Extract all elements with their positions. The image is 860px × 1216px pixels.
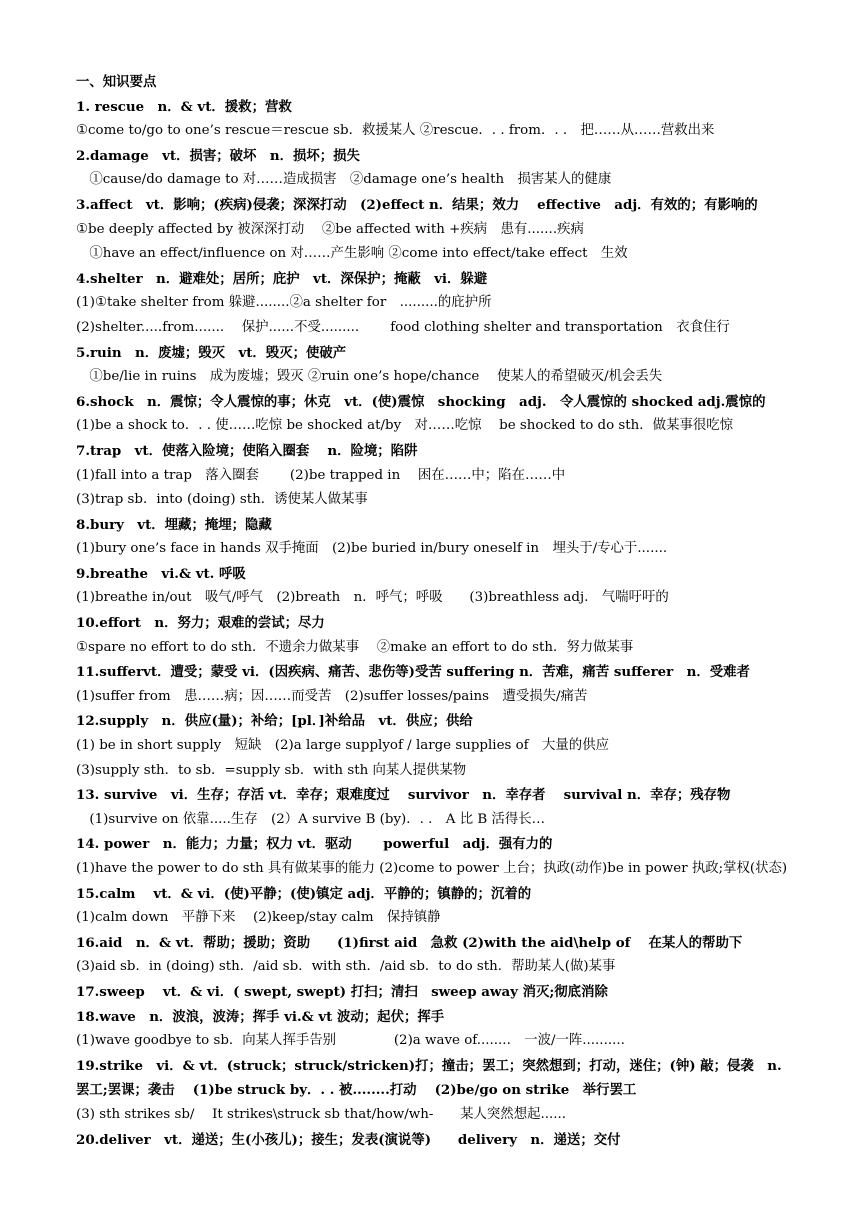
vocab-entry-detail: ①be/lie in ruins 成为废墟；毁灭 ②ruin one’s hope/chance 使某人的希望破灭/机会丢失 (76, 369, 663, 385)
vocab-entry-detail: (1)be a shock to．. . 使……吃惊 be shocked at/by 对……吃惊 be shocked to do sth．做某事很吃惊 (76, 418, 734, 434)
vocab-entry-heading: 16.aid n．& vt．帮助；援助；资助 (1)first aid 急救 (2)with the aid\help of 在某人的帮助下 (76, 934, 743, 951)
vocab-entry-heading: 10.effort n．努力；艰难的尝试；尽力 (76, 615, 325, 632)
vocab-entry-detail: (1)wave goodbye to sb．向某人挥手告别 (2)a wave of........ 一波/一阵.......... (76, 1033, 625, 1049)
vocab-entry-heading: 1. rescue n．& vt．援救；营救 (76, 98, 292, 115)
vocab-list (76, 95, 792, 1153)
vocab-entry-heading: 9.breathe vi.& vt. 呼吸 (76, 565, 246, 582)
vocab-entry-heading: 20.deliver vt．递送；生(小孩儿)；接生；发表(演说等) delivery n．递送；交付 (76, 1131, 621, 1148)
vocab-entry-detail: (1) be in short supply 短缺 (2)a large supplyof / large supplies of 大量的供应 (76, 738, 609, 754)
vocab-entry-heading: 4.shelter n．避难处；居所；庇护 vt．深保护；掩蔽 vi．躲避 (76, 270, 488, 287)
vocab-entry-detail: (3)supply sth．to sb．=supply sb．with sth 向某人提供某物 (76, 762, 467, 778)
vocab-entry-detail: (3)aid sb．in (doing) sth．/aid sb．with sth．/aid sb．to do sth．帮助某人(做)某事 (76, 959, 616, 975)
section-title: 一、知识要点 (76, 74, 157, 90)
vocab-entry-heading: 18.wave n．波浪，波涛；挥手 vi.& vt 波动；起伏；挥手 (76, 1008, 445, 1025)
vocab-entry-heading: 13. survive vi．生存；存活 vt．幸存；艰难度过 survivor n．幸存者 survival n．幸存；残存物 (76, 787, 731, 804)
vocab-entry-detail: (1)suffer from 患……病；因……而受苦 (2)suffer losses/pains 遭受损失/痛苦 (76, 688, 588, 704)
vocab-entry-heading: 2.damage vt．损害；破坏 n．损坏；损失 (76, 147, 360, 164)
vocab-entry-detail: ①have an effect/influence on 对……产生影响 ②come into effect/take effect 生效 (76, 246, 628, 262)
vocab-entry-detail: (1)calm down 平静下来 (2)keep/stay calm 保持镇静 (76, 910, 441, 926)
vocab-entry-detail: (1)survive on 依靠.....生存 (2）A survive B (by)．. . A 比 B 活得长… (76, 811, 546, 827)
vocab-entry-heading: 6.shock n．震惊；令人震惊的事；休克 vt．(使)震惊 shocking adj. 令人震惊的 shocked adj.震惊的 (76, 393, 766, 410)
vocab-entry-detail: ①be deeply affected by 被深深打动 ②be affected with +疾病 患有.......疾病 (76, 221, 584, 237)
vocab-entry-detail: (3)trap sb．into (doing) sth．诱使某人做某事 (76, 492, 368, 508)
vocab-entry-detail: (1)breathe in/out 吸气/呼气 (2)breath n．呼气；呼吸 (3)breathless adj. 气喘吁吁的 (76, 590, 669, 606)
vocab-entry-heading: 17.sweep vt．& vi．( swept, swept) 打扫；清扫 sweep away 消灭;彻底消除 (76, 983, 608, 1000)
vocab-entry-detail: (1)①take shelter from 躲避........②a shelter for .........的庇护所 (76, 295, 492, 311)
vocab-entry-detail: ①spare no effort to do sth．不遗余力做某事 ②make an effort to do sth．努力做某事 (76, 639, 634, 655)
vocab-entry-detail: ①cause/do damage to 对……造成损害 ②damage one’s health 损害某人的健康 (76, 172, 612, 188)
vocab-entry-heading: 14. power n．能力；力量；权力 vt．驱动 powerful adj．强有力的 (76, 836, 553, 853)
vocab-entry-heading: 12.supply n．供应(量)；补给；[pl．]补给品 vt．供应；供给 (76, 713, 473, 730)
vocab-entry-heading: 15.calm vt．& vi．(使)平静；(使)镇定 adj．平静的；镇静的；沉着的 (76, 885, 532, 902)
vocab-entry-heading: 8.bury vt．埋藏；掩埋；隐藏 (76, 516, 272, 533)
vocab-entry-detail: (1)bury one’s face in hands 双手掩面 (2)be buried in/bury oneself in 埋头于/专心于....... (76, 541, 668, 557)
vocab-entry-heading: 7.trap vt．使落入险境；使陷入圈套 n．险境；陷阱 (76, 442, 418, 459)
vocab-entry-heading: 5.ruin n．废墟；毁灭 vt．毁灭；使破产 (76, 344, 347, 361)
vocab-entry-detail: (2)shelter.....from....... 保护......不受......... food clothing shelter and transportation 衣食住行 (76, 319, 730, 335)
vocab-entry-heading: 3.affect vt．影响；(疾病)侵袭；深深打动 (2)effect n．结果；效力 effective adj．有效的；有影响的 (76, 196, 758, 213)
vocab-entry-heading: 19.strike vi．& vt．(struck；struck/stricken)打；撞击；罢工；突然想到；打动，迷住；(钟) 敲；侵袭 n.罢工;罢课；袭击 (1)be struck by．. . 被........打动 (2)be/go on strike 举行罢工 (76, 1057, 782, 1099)
vocab-entry-detail: ①come to/go to one’s rescue＝rescue sb．救援某人 ②rescue．. . from．. . 把……从……营救出来 (76, 123, 715, 139)
vocab-entry-detail: (1)fall into a trap 落入圈套 (2)be trapped in 困在……中；陷在……中 (76, 467, 566, 483)
document-page (76, 70, 792, 1152)
vocab-entry-heading: 11.suffervt．遭受；蒙受 vi．(因疾病、痛苦、悲伤等)受苦 suffering n．苦难，痛苦 sufferer n．受难者 (76, 664, 750, 681)
vocab-entry-detail: (1)have the power to do sth 具有做某事的能力 (2)come to power 上台；执政(动作)be in power 执政;掌权(状态) (76, 861, 788, 876)
vocab-entry-detail: (3) sth strikes sb/ It strikes\struck sb that/how/wh- 某人突然想起...... (76, 1106, 567, 1122)
